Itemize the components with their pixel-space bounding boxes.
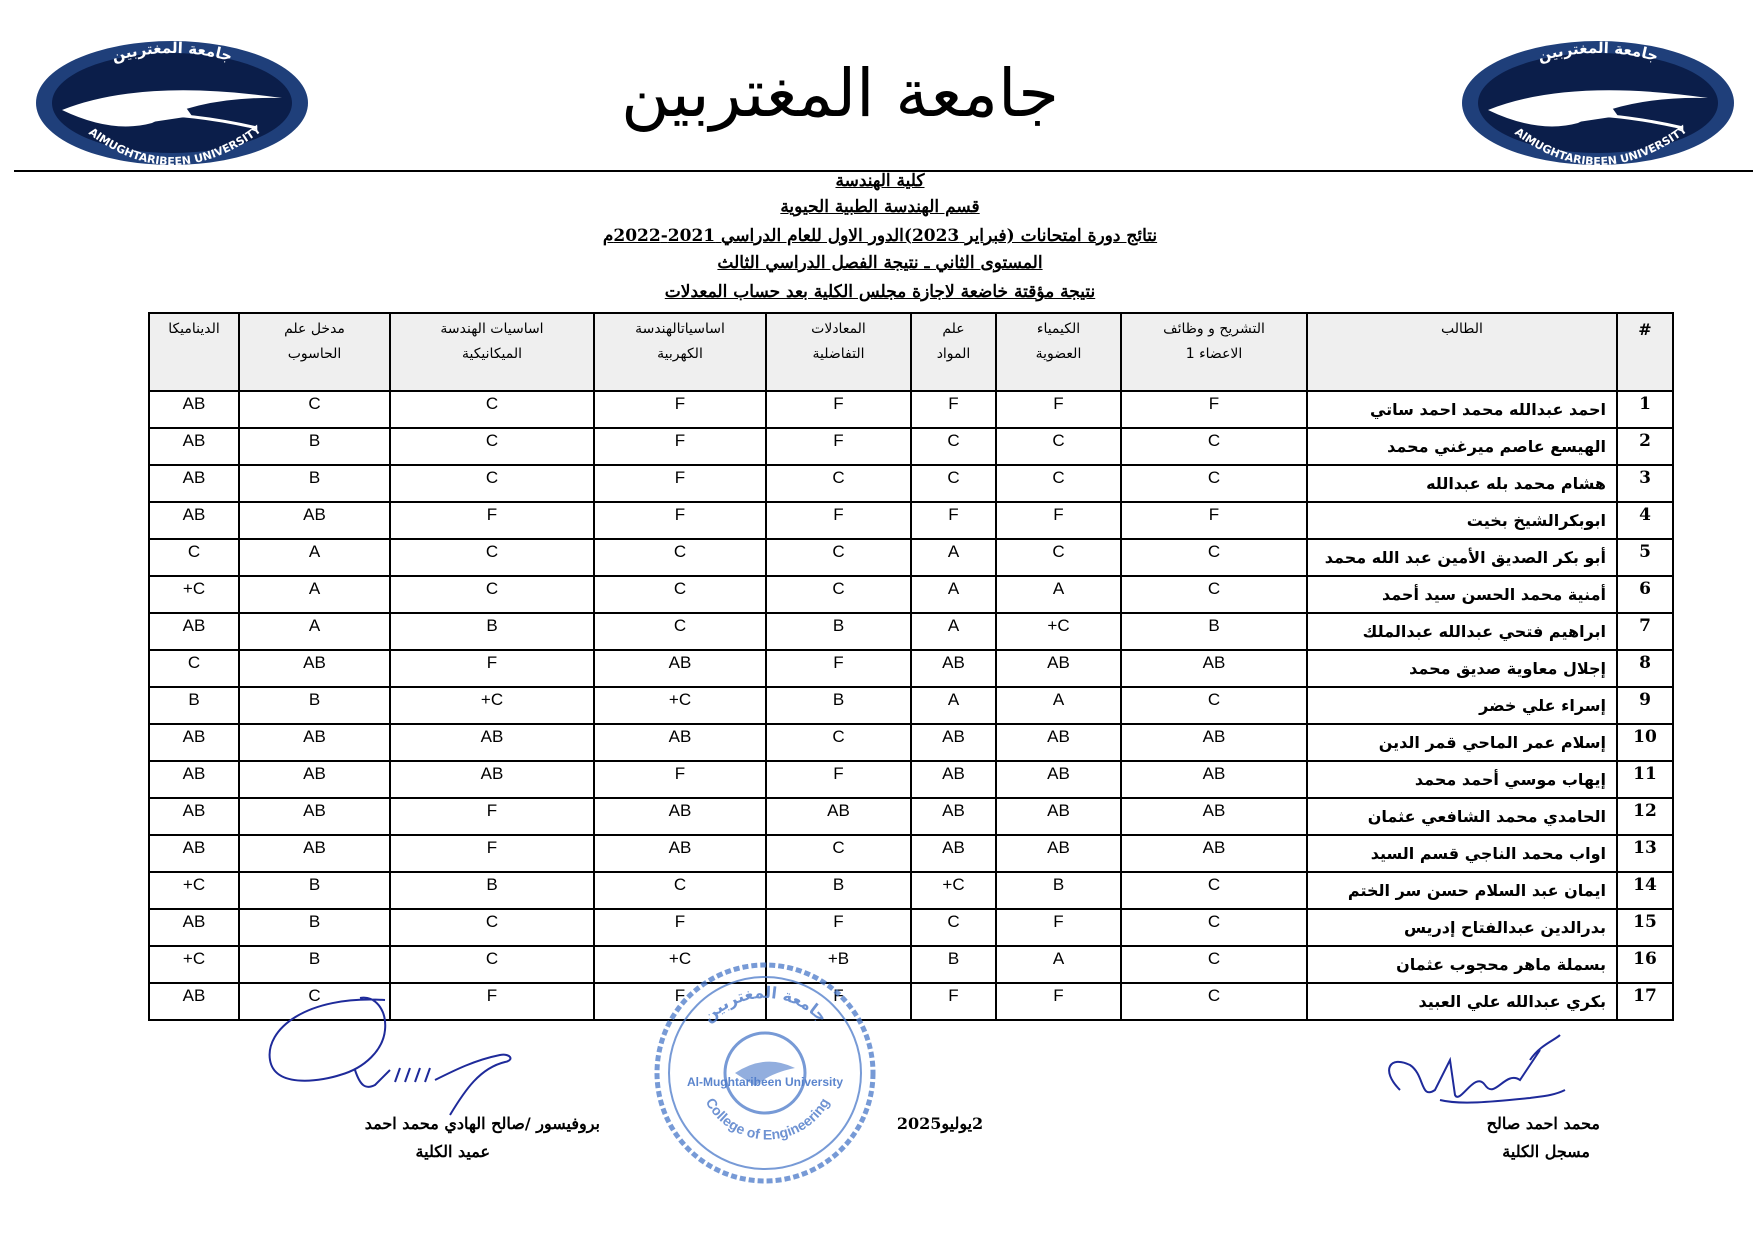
student-name: إسراء علي خضر: [1307, 687, 1617, 724]
grade-cell: F: [766, 983, 911, 1020]
grade-cell: B: [239, 428, 390, 465]
university-logo-right: [1458, 38, 1738, 168]
grade-cell: AB: [594, 835, 766, 872]
college-stamp: [650, 958, 880, 1188]
grade-cell: F: [911, 391, 996, 428]
student-name: اواب محمد الناجي قسم السيد: [1307, 835, 1617, 872]
student-name: الهيسع عاصم ميرغني محمد: [1307, 428, 1617, 465]
student-name: إيهاب موسي أحمد محمد: [1307, 761, 1617, 798]
student-name: إسلام عمر الماحي قمر الدين: [1307, 724, 1617, 761]
grade-cell: F: [390, 650, 594, 687]
table-row: [149, 687, 1673, 724]
row-number: 13: [1617, 835, 1673, 872]
department-heading: [380, 197, 1380, 217]
table-row: [149, 724, 1673, 761]
student-name: احمد عبدالله محمد احمد ساتي: [1307, 391, 1617, 428]
grade-cell: F: [996, 502, 1121, 539]
grade-cell: AB: [149, 761, 239, 798]
grade-cell: A: [911, 687, 996, 724]
grade-cell: AB: [766, 798, 911, 835]
grade-cell: C: [390, 576, 594, 613]
grade-cell: B: [390, 872, 594, 909]
dean-name: بروفيسور /صالح الهادي محمد احمد: [364, 1114, 600, 1133]
column-header-course: [239, 313, 390, 391]
grade-cell: F: [766, 502, 911, 539]
grade-cell: F: [911, 502, 996, 539]
column-header-line1: اساسيات الهندسة: [440, 321, 544, 337]
column-header-line2: التفاضلية: [812, 346, 865, 362]
column-header-line1: الكيمياء: [1036, 321, 1081, 337]
grade-cell: B: [766, 872, 911, 909]
grade-cell: F: [390, 835, 594, 872]
grade-cell: C: [911, 909, 996, 946]
grade-cell: AB: [1121, 761, 1307, 798]
grade-cell: C: [594, 539, 766, 576]
grade-cell: AB: [149, 835, 239, 872]
table-row: [149, 761, 1673, 798]
table-row: [149, 650, 1673, 687]
grade-cell: F: [766, 650, 911, 687]
grade-cell: AB: [149, 798, 239, 835]
grade-cell: C: [390, 539, 594, 576]
grade-cell: C: [1121, 872, 1307, 909]
student-name: هشام محمد بله عبدالله: [1307, 465, 1617, 502]
results-table-body: [149, 391, 1673, 1020]
grade-cell: AB: [239, 724, 390, 761]
logo-arabic-text: جامعة المغتربين: [1535, 38, 1661, 66]
grade-cell: A: [239, 613, 390, 650]
row-number: 12: [1617, 798, 1673, 835]
grade-cell: B: [390, 613, 594, 650]
dean-signature: [265, 990, 545, 1120]
grade-cell: B: [766, 613, 911, 650]
registrar-name: محمد احمد صالح: [1486, 1114, 1600, 1133]
grade-cell: AB: [911, 724, 996, 761]
grade-cell: C: [594, 613, 766, 650]
column-header-line1: المعادلات: [811, 321, 866, 337]
column-header-line1: مدخل علم: [284, 321, 345, 337]
grade-cell: A: [239, 539, 390, 576]
grade-cell: AB: [149, 983, 239, 1020]
grade-cell: C: [911, 465, 996, 502]
grade-cell: AB: [239, 502, 390, 539]
grade-cell: F: [911, 983, 996, 1020]
grade-cell: C+: [996, 613, 1121, 650]
row-number: 4: [1617, 502, 1673, 539]
grade-cell: AB: [996, 650, 1121, 687]
grade-cell: C: [1121, 539, 1307, 576]
table-row: [149, 502, 1673, 539]
grade-cell: F: [594, 983, 766, 1020]
grade-cell: AB: [1121, 724, 1307, 761]
grade-cell: C+: [594, 687, 766, 724]
table-row: [149, 539, 1673, 576]
grade-cell: C: [996, 539, 1121, 576]
grade-cell: B: [911, 946, 996, 983]
table-row: [149, 465, 1673, 502]
grade-cell: F: [996, 391, 1121, 428]
grade-cell: F: [996, 983, 1121, 1020]
grade-cell: F: [390, 798, 594, 835]
grade-cell: C+: [594, 946, 766, 983]
column-header-course: [594, 313, 766, 391]
column-header-course: [996, 313, 1121, 391]
grade-cell: A: [911, 613, 996, 650]
grade-cell: F: [766, 428, 911, 465]
grade-cell: C: [1121, 687, 1307, 724]
grade-cell: C: [1121, 465, 1307, 502]
grade-cell: C: [1121, 909, 1307, 946]
grade-cell: C: [390, 946, 594, 983]
grade-cell: A: [996, 687, 1121, 724]
row-number: 17: [1617, 983, 1673, 1020]
column-header-course: [911, 313, 996, 391]
student-name: الحامدي محمد الشافعي عثمان: [1307, 798, 1617, 835]
grade-cell: AB: [239, 798, 390, 835]
student-name: أمنية محمد الحسن سيد أحمد: [1307, 576, 1617, 613]
grade-cell: C: [390, 428, 594, 465]
grade-cell: C: [1121, 576, 1307, 613]
grade-cell: A: [911, 576, 996, 613]
grade-cell: C: [1121, 428, 1307, 465]
grade-cell: AB: [149, 465, 239, 502]
grade-cell: AB: [594, 798, 766, 835]
column-header-line1: الديناميكا: [168, 321, 220, 337]
column-header-line1: اساسياتالهندسة: [635, 321, 725, 337]
grade-cell: F: [594, 391, 766, 428]
grade-cell: C: [390, 909, 594, 946]
grade-cell: F: [594, 502, 766, 539]
column-header-course: [766, 313, 911, 391]
grade-cell: C+: [390, 687, 594, 724]
grade-cell: B: [149, 687, 239, 724]
grade-cell: AB: [594, 650, 766, 687]
column-header-line2: الاعضاء 1: [1185, 346, 1243, 362]
exam-title-heading: [380, 226, 1380, 246]
column-header-number: [1617, 313, 1673, 391]
student-name: إجلال معاوية صديق محمد: [1307, 650, 1617, 687]
student-name: بكري عبدالله علي العبيد: [1307, 983, 1617, 1020]
exam-title-text: نتائج دورة امتحانات (فبراير 2023)الدور الاول للعام الدراسي 2021-2022م: [602, 226, 1158, 246]
grade-cell: C: [766, 465, 911, 502]
logo-arabic-text: جامعة المغتربين: [109, 38, 235, 66]
grade-cell: C+: [911, 872, 996, 909]
provisional-note: [380, 282, 1380, 302]
grade-cell: B: [239, 872, 390, 909]
column-header-student: [1307, 313, 1617, 391]
student-name: أبو بكر الصديق الأمين عبد الله محمد: [1307, 539, 1617, 576]
department-text: قسم الهندسة الطبية الحيوية: [780, 197, 980, 217]
grade-cell: C+: [149, 946, 239, 983]
stamp-university-text: Al-Mughtaribeen University: [686, 1075, 844, 1089]
grade-cell: C: [594, 872, 766, 909]
student-name: بسملة ماهر محجوب عثمان: [1307, 946, 1617, 983]
faculty-heading: [380, 171, 1380, 191]
grade-cell: B: [239, 946, 390, 983]
registrar-title: مسجل الكلية: [1502, 1142, 1590, 1161]
row-number: 14: [1617, 872, 1673, 909]
grade-cell: A: [239, 576, 390, 613]
grade-cell: C+: [149, 872, 239, 909]
grade-cell: AB: [1121, 798, 1307, 835]
grade-cell: AB: [911, 650, 996, 687]
grade-cell: C: [766, 835, 911, 872]
grade-cell: C+: [149, 576, 239, 613]
grade-cell: F: [390, 502, 594, 539]
dean-title: عميد الكلية: [415, 1142, 490, 1161]
grade-cell: F: [390, 983, 594, 1020]
grade-cell: AB: [1121, 650, 1307, 687]
column-header-line2: الميكانيكية: [461, 346, 523, 362]
column-header-course: [149, 313, 239, 391]
grade-cell: C: [594, 576, 766, 613]
column-header-line1: التشريح و وظائف: [1163, 321, 1265, 337]
grade-cell: C: [1121, 946, 1307, 983]
row-number: 11: [1617, 761, 1673, 798]
table-row: [149, 391, 1673, 428]
table-row: [149, 428, 1673, 465]
row-number: 3: [1617, 465, 1673, 502]
row-number: 15: [1617, 909, 1673, 946]
grade-cell: C: [149, 539, 239, 576]
row-number: 6: [1617, 576, 1673, 613]
logo-english-text: AlMUGHTARIBEEN UNIVERSITY: [1512, 123, 1690, 168]
grade-cell: AB: [239, 835, 390, 872]
grade-cell: AB: [911, 798, 996, 835]
table-row: [149, 946, 1673, 983]
grade-cell: C: [149, 650, 239, 687]
student-name: ايمان عبد السلام حسن سر الختم: [1307, 872, 1617, 909]
row-number: 8: [1617, 650, 1673, 687]
row-number: 9: [1617, 687, 1673, 724]
signature-date: 2يوليو2025: [896, 1114, 984, 1133]
grade-cell: C: [996, 428, 1121, 465]
level-heading: [380, 253, 1380, 273]
row-number: 16: [1617, 946, 1673, 983]
grade-cell: AB: [911, 761, 996, 798]
student-name: ابوبكرالشيخ بخيت: [1307, 502, 1617, 539]
grade-cell: F: [1121, 502, 1307, 539]
grade-cell: F: [1121, 391, 1307, 428]
grade-cell: F: [594, 761, 766, 798]
grade-cell: AB: [149, 502, 239, 539]
column-header-line2: الكهربية: [657, 346, 703, 362]
grade-cell: B: [766, 687, 911, 724]
column-header-line2: الحاسوب: [287, 346, 342, 362]
grade-cell: AB: [390, 761, 594, 798]
grade-cell: AB: [996, 761, 1121, 798]
grade-cell: AB: [390, 724, 594, 761]
table-row: [149, 576, 1673, 613]
row-number: 5: [1617, 539, 1673, 576]
column-header-line1: #: [1638, 320, 1652, 339]
column-header-line1: علم: [942, 321, 965, 337]
table-header-row: [149, 313, 1673, 391]
grade-cell: C: [766, 539, 911, 576]
grade-cell: F: [594, 465, 766, 502]
grade-cell: C: [911, 428, 996, 465]
grade-cell: B: [239, 687, 390, 724]
grade-cell: AB: [149, 724, 239, 761]
grade-cell: C: [766, 576, 911, 613]
column-header-line1: الطالب: [1441, 321, 1483, 337]
row-number: 7: [1617, 613, 1673, 650]
grade-cell: B: [239, 465, 390, 502]
stamp-arabic-text: جامعة المغتربين: [698, 982, 832, 1026]
grade-cell: B: [1121, 613, 1307, 650]
student-name: بدرالدين عبدالفتاح إدريس: [1307, 909, 1617, 946]
column-header-course: [1121, 313, 1307, 391]
provisional-note-text: نتيجة مؤقتة خاضعة لاجازة مجلس الكلية بعد حساب المعدلات: [664, 282, 1096, 302]
grade-cell: C: [1121, 983, 1307, 1020]
grade-cell: C: [390, 465, 594, 502]
grade-cell: C: [390, 391, 594, 428]
grade-cell: B: [239, 909, 390, 946]
grade-cell: F: [766, 761, 911, 798]
grade-cell: F: [996, 909, 1121, 946]
column-header-line2: المواد: [936, 346, 971, 362]
grade-cell: F: [594, 428, 766, 465]
grade-cell: C: [996, 465, 1121, 502]
grade-cell: AB: [996, 835, 1121, 872]
row-number: 2: [1617, 428, 1673, 465]
results-table: [148, 312, 1674, 1021]
grade-cell: A: [996, 946, 1121, 983]
grade-cell: F: [766, 909, 911, 946]
grade-cell: C: [239, 391, 390, 428]
level-text: المستوى الثاني ـ نتيجة الفصل الدراسي الثالث: [717, 253, 1043, 273]
grade-cell: AB: [996, 798, 1121, 835]
grade-cell: AB: [1121, 835, 1307, 872]
student-name: ابراهيم فتحي عبدالله عبدالملك: [1307, 613, 1617, 650]
grade-cell: AB: [911, 835, 996, 872]
grade-cell: AB: [594, 724, 766, 761]
grade-cell: AB: [149, 391, 239, 428]
grade-cell: AB: [149, 428, 239, 465]
table-row: [149, 909, 1673, 946]
row-number: 1: [1617, 391, 1673, 428]
table-row: [149, 835, 1673, 872]
svg-text:College of Engineering: [703, 1095, 833, 1142]
table-row: [149, 613, 1673, 650]
table-row: [149, 872, 1673, 909]
grade-cell: B: [996, 872, 1121, 909]
grade-cell: C: [766, 724, 911, 761]
grade-cell: AB: [149, 909, 239, 946]
grade-cell: C: [239, 983, 390, 1020]
table-row: [149, 798, 1673, 835]
grade-cell: A: [911, 539, 996, 576]
stamp-college-text: College of Engineering: [702, 1095, 833, 1143]
column-header-course: [390, 313, 594, 391]
grade-cell: AB: [149, 613, 239, 650]
grade-cell: F: [766, 391, 911, 428]
university-logo-left: [32, 38, 312, 168]
grade-cell: AB: [239, 761, 390, 798]
grade-cell: AB: [996, 724, 1121, 761]
university-name: جامعة المغتربين: [621, 55, 1059, 132]
faculty-text: كلية الهندسة: [835, 171, 925, 191]
grade-cell: AB: [239, 650, 390, 687]
grade-cell: F: [594, 909, 766, 946]
grade-cell: A: [996, 576, 1121, 613]
column-header-line2: العضوية: [1035, 346, 1082, 362]
grade-cell: B+: [766, 946, 911, 983]
row-number: 10: [1617, 724, 1673, 761]
logo-english-text: AlMUGHTARIBEEN UNIVERSITY: [86, 123, 264, 168]
